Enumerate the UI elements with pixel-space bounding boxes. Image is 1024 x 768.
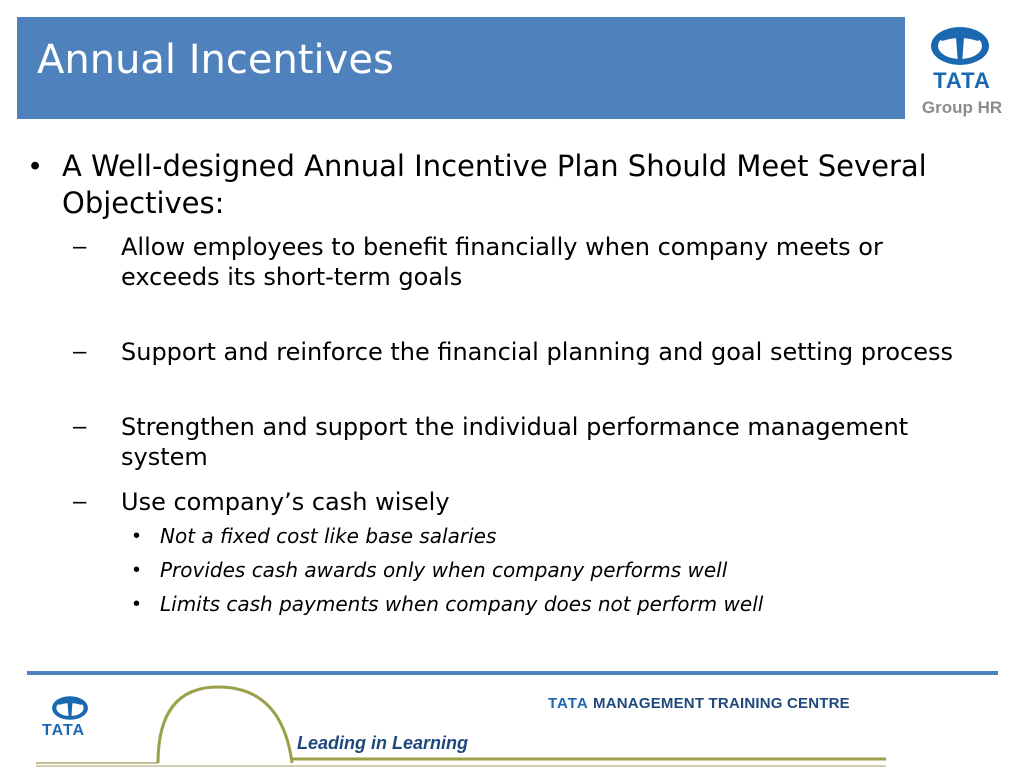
bullet-dot: • bbox=[133, 593, 141, 615]
footer-brand-text: TATA bbox=[42, 722, 86, 739]
footer-centre-name bbox=[548, 695, 850, 712]
bullet-dot: • bbox=[30, 150, 41, 182]
cash-point-2: Provides cash awards only when company performs well bbox=[160, 558, 728, 582]
dash-marker: – bbox=[73, 413, 87, 440]
title-bar bbox=[17, 17, 905, 119]
footer-tagline: Leading in Learning bbox=[297, 733, 469, 753]
tata-group-hr-logo bbox=[916, 22, 1012, 122]
sub-bullet-3: Strengthen and support the individual performance management system bbox=[121, 413, 909, 471]
tata-logo-icon bbox=[928, 25, 992, 67]
footer-centre-text: MANAGEMENT TRAINING CENTRE bbox=[593, 695, 850, 712]
bullet-dot: • bbox=[133, 559, 141, 581]
bullet-dot: • bbox=[133, 525, 141, 547]
footer-centre-brand: TATA bbox=[548, 695, 589, 712]
dash-marker: – bbox=[73, 488, 87, 515]
logo-subtitle: Group HR bbox=[921, 98, 1003, 117]
footer-arch-decoration bbox=[0, 675, 1024, 768]
cash-point-3: Limits cash payments when company does not perform well bbox=[160, 592, 764, 616]
sub-bullet-4: Use company’s cash wisely bbox=[121, 488, 450, 516]
logo-brand-text: TATA bbox=[933, 68, 991, 93]
cash-point-1: Not a fixed cost like base salaries bbox=[160, 524, 497, 548]
sub-bullet-2: Support and reinforce the financial planning and goal setting process bbox=[121, 338, 953, 366]
main-bullet-text: A Well-designed Annual Incentive Plan Should Meet Several Objectives: bbox=[62, 149, 927, 220]
slide-title: Annual Incentives bbox=[37, 37, 394, 83]
sub-bullet-1: Allow employees to benefit financially when company meets or exceeds its short-term goals bbox=[121, 233, 883, 291]
dash-marker: – bbox=[73, 338, 87, 365]
dash-marker: – bbox=[73, 233, 87, 260]
footer-tata-logo-icon bbox=[50, 695, 90, 721]
